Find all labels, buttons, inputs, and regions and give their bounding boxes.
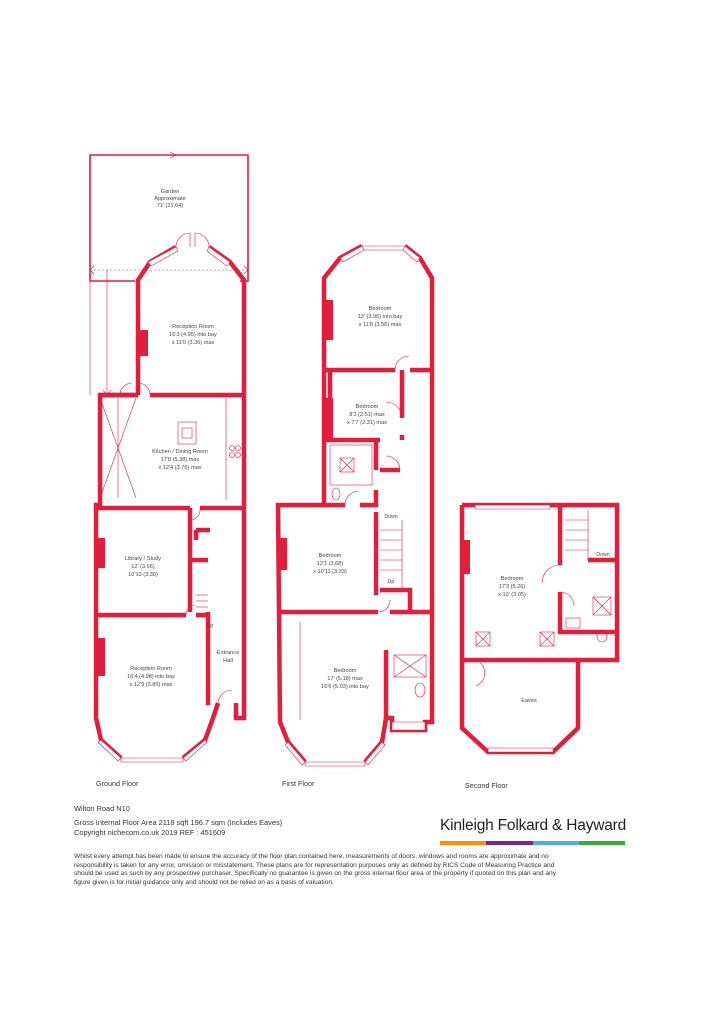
- svg-text:17'8 (5.38) max: 17'8 (5.38) max: [160, 457, 200, 463]
- svg-text:x 10'11 (3.33): x 10'11 (3.33): [313, 569, 347, 575]
- first-floor-fittings: [300, 356, 426, 720]
- svg-text:x 12'4 (3.76) max: x 12'4 (3.76) max: [158, 465, 202, 471]
- color-bar-segment-3: [533, 841, 579, 845]
- svg-text:12' (3.66): 12' (3.66): [131, 564, 155, 570]
- disclaimer-text: Whilst every attempt has been made to ensure the accuracy of the floor plan contained here, measurements of doors, windows and rooms are approximate and no responsibility is taken for any error, omission or misstatement. These plans are for representation purposes only as defined by RICS Code of Measuring Practice and should be used as such by any prospective purchaser. Specifically no guarantee is given on the gross internal floor area of the property if quoted on this plan and any figure given is for initial guidance only and should not be relied on as a basis of valuation.: [74, 853, 557, 886]
- svg-text:Bedroom: Bedroom: [318, 553, 342, 559]
- agency-color-bar: [440, 841, 625, 845]
- svg-text:12'1 (3.68): 12'1 (3.68): [316, 561, 344, 567]
- agency-logo-text: Kinleigh Folkard & Hayward: [440, 817, 627, 834]
- svg-text:x 11'8 (3.56) max: x 11'8 (3.56) max: [358, 322, 402, 328]
- svg-text:Bedroom: Bedroom: [368, 306, 392, 312]
- kitchen-fittings: [100, 383, 241, 500]
- svg-text:Entrance: Entrance: [216, 650, 240, 656]
- floor-label-second: Second Floor: [465, 781, 508, 790]
- room-label-gf-library: [125, 556, 161, 578]
- second-floor-outer-wall: [462, 505, 617, 752]
- copyright-text: Copyright nichecom.co.uk 2019 REF : 451609: [74, 828, 226, 837]
- svg-text:16'6 (5.03) into bay: 16'6 (5.03) into bay: [321, 684, 369, 690]
- color-bar-segment-2: [486, 841, 532, 845]
- room-label-sf-eaves: Eaves: [521, 698, 537, 704]
- room-label-sf-bedroom: [498, 576, 526, 598]
- svg-text:16'4 (4.98) into bay: 16'4 (4.98) into bay: [127, 674, 175, 680]
- floor-label-first: First Floor: [282, 779, 315, 788]
- room-label-ff-bedroom-small: [347, 404, 387, 426]
- svg-text:8'3 (2.51) max: 8'3 (2.51) max: [349, 412, 385, 418]
- garden-label: [154, 189, 185, 209]
- svg-text:x 12'9 (3.89) max: x 12'9 (3.89) max: [129, 682, 173, 688]
- garden-approx: Approximate: [154, 196, 186, 202]
- room-label-ff-bedroom-front: [321, 668, 369, 690]
- gf-stairs-up-mark: Up: [206, 623, 214, 629]
- ff-stairs-down-mark: Down: [384, 514, 398, 520]
- svg-text:Bedroom: Bedroom: [500, 576, 524, 582]
- floor-label-ground: Ground Floor: [96, 779, 139, 788]
- color-bar-segment-1: [440, 841, 486, 845]
- room-label-gf-hall: [217, 650, 239, 664]
- color-bar-segment-4: [579, 841, 625, 845]
- svg-text:Reception Room: Reception Room: [130, 666, 172, 672]
- garden-size: 71' (21.64): [156, 203, 184, 209]
- svg-text:Bedroom: Bedroom: [333, 668, 357, 674]
- svg-text:x 11'0 (3.36) max: x 11'0 (3.36) max: [171, 340, 215, 346]
- svg-text:Reception Room: Reception Room: [172, 324, 214, 330]
- second-floor-plan: [462, 505, 617, 752]
- svg-text:Library / Study: Library / Study: [124, 556, 162, 562]
- room-label-gf-reception-front: [127, 666, 175, 688]
- svg-text:Kitchen / Dining Room: Kitchen / Dining Room: [152, 449, 208, 455]
- svg-text:16'3 (4.95) into bay: 16'3 (4.95) into bay: [169, 332, 217, 338]
- ff-stairs-up-mark: Up: [387, 579, 395, 585]
- svg-text:17' (5.18) max: 17' (5.18) max: [327, 676, 363, 682]
- room-label-ff-bedroom-rear: [358, 306, 403, 328]
- floor-area-text: Gross Internal Floor Area 2118 sqft 196.7 sqm (Includes Eaves): [74, 818, 283, 827]
- svg-text:Hall: Hall: [223, 658, 233, 664]
- room-label-ff-bedroom-mid: [313, 553, 347, 575]
- garden-name: Garden: [160, 189, 180, 195]
- property-address: Wilton Road N10: [74, 804, 130, 813]
- svg-text:Bedroom: Bedroom: [355, 404, 379, 410]
- room-label-gf-kitchen: [152, 449, 208, 471]
- svg-text:x 7'7 (2.31) max: x 7'7 (2.31) max: [347, 420, 387, 426]
- svg-text:x 10' (3.05): x 10' (3.05): [498, 592, 526, 598]
- sf-stairs-down-mark: Down: [596, 552, 610, 558]
- room-label-gf-reception-rear: [169, 324, 217, 346]
- svg-text:17'3 (5.26): 17'3 (5.26): [498, 584, 526, 590]
- svg-text:10'10 (3.30): 10'10 (3.30): [128, 572, 158, 578]
- svg-text:13' (3.96) into bay: 13' (3.96) into bay: [357, 314, 403, 320]
